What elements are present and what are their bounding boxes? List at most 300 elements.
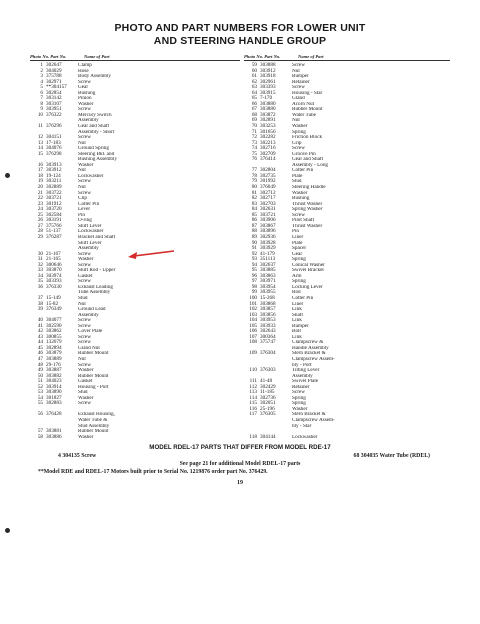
table-row <box>244 435 450 441</box>
photo-number: 39 <box>37 306 43 313</box>
photo-number: 74 <box>251 145 257 152</box>
part-number: 51-137 <box>46 228 61 235</box>
photo-number: 77 <box>251 167 257 174</box>
part-name: Cotter Pin <box>292 295 314 301</box>
photo-number: 43 <box>37 333 43 340</box>
model-heading: MODEL RDEL-17 PARTS THAT DIFFER FROM MODEL RDE-17 <box>149 444 331 452</box>
part-number: 302703 <box>260 200 276 207</box>
part-name: Spring <box>292 401 306 407</box>
part-name: Spring <box>292 129 306 135</box>
photo-number: 38 <box>37 300 43 307</box>
part-number: 303107 <box>46 100 62 107</box>
part-number: 302971 <box>46 78 62 85</box>
photo-number: 45 <box>37 344 43 351</box>
part-name: bly - Star <box>292 423 312 429</box>
part-number: 303720 <box>46 206 62 213</box>
photo-number: 61 <box>251 73 257 80</box>
part-number: 302854 <box>46 89 62 96</box>
part-name: Clampscrew & <box>292 340 324 346</box>
part-number: 302735 <box>260 172 276 179</box>
photo-number: 95 <box>251 267 257 274</box>
part-number: 376414 <box>260 156 276 163</box>
photo-number: 113 <box>249 389 257 396</box>
part-name: Swivel Plate <box>292 379 319 385</box>
part-number: 375788 <box>46 73 62 80</box>
photo-number: 72 <box>251 134 257 141</box>
red-arrow-marker-icon <box>126 249 176 261</box>
column-header: Photo No. Part No. Name of Part <box>30 54 240 61</box>
photo-number: 75 <box>251 150 257 157</box>
part-number: 302584 <box>46 211 62 218</box>
photo-number: 79 <box>251 178 257 185</box>
part-name: Washer <box>78 257 94 263</box>
part-name: Liner <box>292 234 304 240</box>
photo-number: 16 <box>37 161 43 168</box>
part-number: 302894 <box>46 344 62 351</box>
parts-rows-right <box>244 63 450 440</box>
part-number: 302717 <box>260 195 276 202</box>
photo-number: 44 <box>37 339 43 346</box>
part-number: 302712 <box>260 189 276 196</box>
part-name: Thrust Washer <box>292 201 323 207</box>
part-name: Hose <box>78 68 89 74</box>
part-name: Tube Assembly <box>78 290 111 296</box>
part-name: Gear <box>78 85 89 91</box>
photo-number: 80 <box>251 184 257 191</box>
photo-number: 22 <box>37 195 43 202</box>
photo-number: 7 <box>40 95 43 102</box>
model-differences <box>30 444 450 476</box>
photo-number: 4 <box>40 78 43 85</box>
part-name: Washer <box>78 434 94 440</box>
part-name: Gear and Shaft <box>78 124 110 130</box>
part-name: Thrust Washer <box>292 223 323 229</box>
photo-number: 58 <box>37 433 43 440</box>
photo-number: 92 <box>251 250 257 257</box>
photo-number: 83 <box>251 200 257 207</box>
photo-number: 50 <box>37 372 43 379</box>
part-name: Mercury Switch <box>78 112 112 118</box>
part-name: Nut <box>292 68 300 74</box>
photo-number: 15 <box>37 150 43 157</box>
part-name: Bushing Assembly <box>78 157 118 163</box>
part-name: Nut <box>78 140 86 146</box>
photo-number: 6 <box>40 89 43 96</box>
see-page-note: See page 21 for additional Model RDEL-17 parts <box>179 461 301 468</box>
part-number: 303953 <box>260 317 276 324</box>
part-number: 303912 <box>46 167 62 174</box>
part-name: Washer <box>292 190 308 196</box>
column-header: Photo No. Part No. Name of Part <box>244 54 450 61</box>
photo-number: 35 <box>37 278 43 285</box>
part-name: Water Tube <box>292 112 316 118</box>
photo-number: 84 <box>251 206 257 213</box>
part-number: 303879 <box>46 350 62 357</box>
part-name: bly - Port <box>292 362 312 368</box>
part-name: Link <box>292 334 302 340</box>
part-number: 303857 <box>260 306 276 313</box>
photo-number: 49 <box>37 367 43 374</box>
part-name: Housing - Star <box>292 90 323 96</box>
photo-number: 65 <box>251 95 257 102</box>
part-name: Tilting Lever <box>292 368 320 374</box>
part-number: 376287 <box>46 233 62 240</box>
photo-number: 28 <box>37 228 43 235</box>
part-number: 303253 <box>260 123 276 130</box>
part-name: Bolt <box>292 329 301 335</box>
part-name: Spring <box>292 279 306 285</box>
part-name: Shift Lever <box>78 240 102 246</box>
part-number: 302936 <box>260 233 276 240</box>
part-name: Screw <box>292 212 305 218</box>
part-name: Stern Bracket & <box>292 412 326 418</box>
part-number: 300855 <box>46 333 62 340</box>
photo-number: 11 <box>38 123 43 130</box>
part-name: O-ring <box>78 218 92 224</box>
photo-number: 114 <box>249 394 257 401</box>
part-name: Cotter Pin <box>78 201 100 207</box>
part-number: 304076 <box>46 145 62 152</box>
part-number: 304151 <box>46 134 62 141</box>
part-number: 303393 <box>46 278 62 285</box>
part-number: 301827 <box>46 394 62 401</box>
part-name: Washer <box>78 162 94 168</box>
part-name: Steering Bkt. and <box>78 151 115 157</box>
part-number: 303882 <box>46 372 62 379</box>
photo-number: 40 <box>37 317 43 324</box>
part-name: Bushing <box>292 196 310 202</box>
part-number: 303870 <box>46 267 62 274</box>
part-name: Spring Washer <box>292 207 323 213</box>
part-number: 376428 <box>46 411 62 418</box>
part-number: 302643 <box>260 328 276 335</box>
part-number: 303918 <box>260 73 276 80</box>
part-number: 303913 <box>46 161 62 168</box>
part-name: Exhaust Leading <box>78 284 114 290</box>
part-number: 301912 <box>46 200 62 207</box>
photo-number: 102 <box>249 306 257 313</box>
photo-number: 36 <box>37 283 43 290</box>
photo-number: 53 <box>37 389 43 396</box>
part-name: Screw <box>78 179 91 185</box>
part-name: Rubber Mount <box>292 107 323 113</box>
part-name: Stud <box>78 295 88 301</box>
photo-number: 105 <box>249 322 257 329</box>
part-name: Bumper <box>292 323 309 329</box>
photo-number: 34 <box>37 272 43 279</box>
part-name: Lockwasher <box>78 173 104 179</box>
part-number: 375766 <box>46 222 62 229</box>
part-number: 303929 <box>260 245 276 252</box>
part-name: Clamp <box>78 63 92 68</box>
part-number: 303721 <box>46 195 62 202</box>
part-name: Rod <box>292 290 301 296</box>
part-number: 302961 <box>260 78 276 85</box>
table-row <box>30 435 240 441</box>
parts-table <box>30 54 450 440</box>
part-number: 21-165 <box>46 256 61 263</box>
part-name: Washer <box>78 368 94 374</box>
photo-number: 103 <box>249 311 257 318</box>
part-number: 303863 <box>260 272 276 279</box>
part-number: 303890 <box>46 389 62 396</box>
title-line-1: PHOTO AND PART NUMBERS FOR LOWER UNIT <box>114 22 366 34</box>
photo-number: 67 <box>251 106 257 113</box>
part-name: Assembly - Short <box>78 129 115 135</box>
photo-number: 88 <box>251 228 257 235</box>
part-number: 303722 <box>46 189 62 196</box>
part-name: Pin <box>292 229 299 235</box>
photo-number: 20 <box>37 184 43 191</box>
part-number: **304157 <box>46 84 67 91</box>
part-name: Ground Lead <box>78 307 106 313</box>
part-name: Cover Plate <box>78 329 103 335</box>
photo-number: 85 <box>251 211 257 218</box>
photo-number: 97 <box>251 278 257 285</box>
part-number: 303887 <box>46 367 62 374</box>
part-name: Water Tube & <box>78 418 108 423</box>
part-number: 302889 <box>46 184 62 191</box>
photo-number: 19 <box>37 178 43 185</box>
part-number: 376322 <box>46 111 62 118</box>
part-number: 376303 <box>260 367 276 374</box>
photo-number: 71 <box>251 128 257 135</box>
part-name: Pilot Shaft <box>292 218 315 224</box>
part-name: Spring <box>292 395 306 401</box>
title-line-2: AND STEERING HANDLE GROUP <box>153 35 327 47</box>
part-name: Ground Spring <box>78 146 109 152</box>
photo-number: 62 <box>251 78 257 85</box>
part-name: Stud Assembly <box>78 423 110 429</box>
part-name: Screw <box>78 279 91 285</box>
part-name: Retainer <box>292 79 310 85</box>
part-number: 302647 <box>46 62 62 68</box>
photo-number: 2 <box>40 67 43 74</box>
part-number: 303885 <box>260 267 276 274</box>
part-number: 303393 <box>260 84 276 91</box>
part-number: 41-48 <box>260 378 273 385</box>
part-number: 304023 <box>46 378 62 385</box>
photo-number: 106 <box>249 328 257 335</box>
part-number: 303915 <box>260 89 276 96</box>
photo-number: 89 <box>251 233 257 240</box>
part-number: 15-268 <box>260 294 275 301</box>
part-number: 29-176 <box>46 361 61 368</box>
part-number: 303880 <box>260 106 276 113</box>
photo-number: 99 <box>251 289 257 296</box>
photo-number: 33 <box>37 267 43 274</box>
photo-number: 60 <box>251 67 257 74</box>
part-name: Washer <box>292 124 308 130</box>
photo-number: 26 <box>37 217 43 224</box>
photo-number: 52 <box>37 383 43 390</box>
part-number: 351113 <box>260 256 276 263</box>
part-number: 303211 <box>46 178 62 185</box>
photo-number: 5 <box>40 84 43 91</box>
part-number: 302051 <box>260 400 276 407</box>
parts-column-right <box>240 54 450 440</box>
photo-number: 115 <box>249 400 257 407</box>
part-number: 304077 <box>46 317 62 324</box>
photo-number: 78 <box>251 172 257 179</box>
part-number: 303856 <box>260 311 276 318</box>
photo-number: 31 <box>37 256 43 263</box>
photo-number: 66 <box>251 100 257 107</box>
part-number: 302883 <box>46 400 62 407</box>
part-number: 303914 <box>46 383 62 390</box>
part-number: 302429 <box>260 383 276 390</box>
part-name: Gland <box>292 96 305 102</box>
part-name: Screw <box>292 63 305 68</box>
part-number: 303886 <box>46 433 62 440</box>
photo-number: 70 <box>251 123 257 130</box>
part-number: 303896 <box>260 228 276 235</box>
part-name: Shift Rod - Upper <box>78 268 116 274</box>
part-name: Spring <box>292 257 306 263</box>
part-name: Screw <box>78 318 91 324</box>
photo-number: 54 <box>37 394 43 401</box>
photo-number: 10 <box>37 111 43 118</box>
part-number: 300364 <box>260 333 276 340</box>
photo-number: 98 <box>251 283 257 290</box>
part-name: Lockwasher <box>292 434 318 440</box>
part-number: 15-82 <box>46 300 59 307</box>
part-name: Lockwasher <box>78 229 104 235</box>
part-name: Screw <box>78 251 91 257</box>
part-number: 25-196 <box>260 405 275 412</box>
photo-number: 100 <box>249 294 257 301</box>
part-number: 300646 <box>46 261 62 268</box>
part-name: Rubber Mount <box>78 373 109 379</box>
part-number: 303868 <box>260 300 276 307</box>
part-number: 302637 <box>260 261 276 268</box>
part-number: 303880 <box>260 100 276 107</box>
model-diff-row: 4 304135 Screw 68 304035 Water Tube (RDEL) <box>58 453 430 460</box>
part-number: 303872 <box>260 111 276 118</box>
photo-number: 57 <box>37 428 43 435</box>
part-name: Conical Washer <box>292 262 325 268</box>
part-name: Assembly <box>78 312 99 318</box>
photo-number: 14 <box>37 145 43 152</box>
part-number: 303954 <box>260 283 276 290</box>
part-name: Screw <box>78 262 91 268</box>
photo-number: 86 <box>251 217 257 224</box>
photo-number: 73 <box>251 139 257 146</box>
part-number: 301992 <box>260 178 276 185</box>
part-name: Gasket <box>78 273 93 279</box>
part-name: Screw <box>78 107 91 113</box>
part-name: Rubber Mount <box>78 351 109 357</box>
part-name: Gland Nut <box>78 345 100 351</box>
part-name: Screw <box>292 146 305 152</box>
part-name: Shift Lever <box>78 223 102 229</box>
part-name: Assembly <box>78 246 99 252</box>
photo-number: 3 <box>40 73 43 80</box>
part-number: 303191 <box>46 217 62 224</box>
photo-number: 42 <box>37 328 43 335</box>
part-name: Screw <box>78 362 91 368</box>
photo-number: 111 <box>249 378 257 385</box>
photo-number: 107 <box>249 333 257 340</box>
part-number: 303889 <box>46 355 62 362</box>
part-name: Swivel Bracket <box>292 268 324 274</box>
photo-number: 63 <box>251 84 257 91</box>
photo-number: 116 <box>249 405 257 412</box>
photo-number: 112 <box>249 383 257 390</box>
photo-number: 87 <box>251 222 257 229</box>
photo-number: 23 <box>37 200 43 207</box>
part-number: 303971 <box>260 278 276 285</box>
photo-number: 91 <box>251 245 257 252</box>
part-number: 7-170 <box>260 95 273 102</box>
part-name: Screw <box>292 85 305 91</box>
part-name: Screw <box>78 334 91 340</box>
photo-number: 32 <box>37 261 43 268</box>
part-name: Arm <box>292 273 302 279</box>
part-number: 302736 <box>260 394 276 401</box>
part-name: Assembly <box>292 373 313 379</box>
part-name: Screw <box>78 401 91 407</box>
part-name: Rubber Mount <box>78 429 109 435</box>
part-name: Link <box>292 307 302 313</box>
part-name: Housing - Port <box>78 384 109 390</box>
part-name: Plate <box>292 173 303 179</box>
part-number: 303881 <box>46 428 62 435</box>
part-number: 15-149 <box>46 294 61 301</box>
photo-number: 48 <box>37 361 43 368</box>
part-number: 302804 <box>260 167 276 174</box>
part-name: Link <box>292 318 302 324</box>
part-number: 302891 <box>260 117 276 124</box>
photo-number: 108 <box>249 339 257 346</box>
photo-number: 64 <box>251 89 257 96</box>
part-number: 376304 <box>260 350 276 357</box>
part-name: Bracket and Shaft <box>78 234 116 240</box>
page-number: 19 <box>237 480 243 487</box>
part-number: 304144 <box>260 433 276 440</box>
part-name: Locking Lever <box>292 284 323 290</box>
photo-number: 96 <box>251 272 257 279</box>
part-name: Bushing <box>78 90 96 96</box>
part-name: Nut <box>78 185 86 191</box>
photo-number: 94 <box>251 261 257 268</box>
parts-column-left <box>30 54 240 440</box>
part-number: 376349 <box>46 306 62 313</box>
part-name: Gasket <box>78 379 93 385</box>
part-name: Pinion <box>78 96 92 102</box>
part-name: Bumper <box>292 74 309 80</box>
part-number: 11-185 <box>260 389 275 396</box>
part-number: 302590 <box>46 322 62 329</box>
binder-hole-icon <box>5 528 10 533</box>
part-name: Assembly - Long <box>292 162 329 168</box>
part-name: Retainer <box>292 384 310 390</box>
photo-number: 82 <box>251 195 257 202</box>
part-name: Spacer <box>292 246 307 252</box>
part-number: 303955 <box>260 289 276 296</box>
photo-number: 76 <box>251 156 257 163</box>
photo-number: 51 <box>37 378 43 385</box>
photo-number: 56 <box>37 411 43 418</box>
photo-number: 68 <box>251 111 257 118</box>
part-name: Nut <box>78 301 86 307</box>
part-number: 303928 <box>260 239 276 246</box>
part-number: 19-124 <box>46 172 61 179</box>
part-name: Screw <box>292 390 305 396</box>
part-number: 376049 <box>260 184 276 191</box>
photo-number: 25 <box>37 211 43 218</box>
part-number: 303906 <box>260 217 276 224</box>
